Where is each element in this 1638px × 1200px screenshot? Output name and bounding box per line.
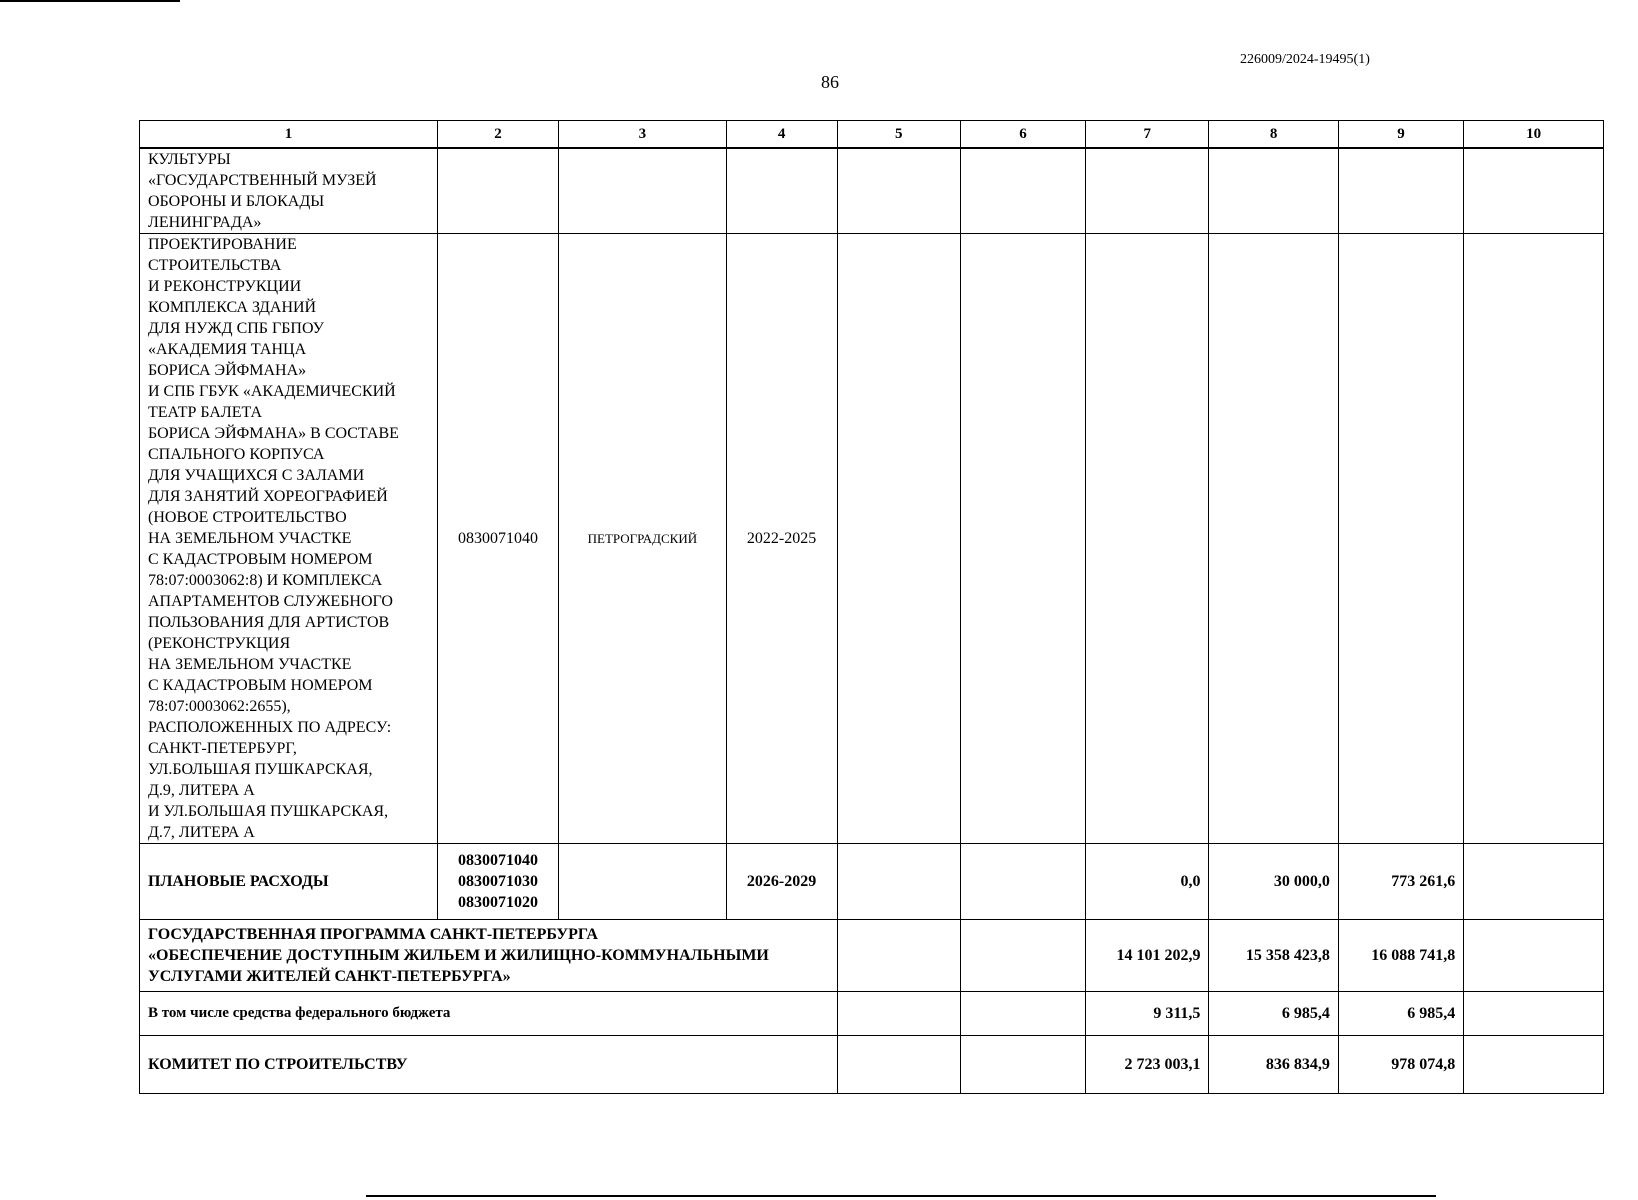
table-row-federal [140,992,1604,1036]
top-rule [0,0,180,2]
row-planned-col9: 773 261,6 [1338,844,1463,920]
table-row-planned [140,844,1604,920]
row-program-col8: 15 358 423,8 [1209,920,1338,992]
row-federal-col9: 6 985,4 [1338,992,1463,1036]
budget-table [139,120,1604,1094]
column-header: 3 [559,121,726,149]
row-program-col7: 14 101 202,9 [1086,920,1209,992]
row-program-col9: 16 088 741,8 [1338,920,1463,992]
column-header: 6 [960,121,1085,149]
column-header: 5 [837,121,960,149]
table-row-committee [140,1036,1604,1094]
row-committee-col8: 836 834,9 [1209,1036,1338,1094]
row-federal-col7: 9 311,5 [1086,992,1209,1036]
row-project-period: 2022-2025 [726,234,837,844]
row-planned-name: ПЛАНОВЫЕ РАСХОДЫ [140,844,438,920]
table-header-row [140,121,1604,149]
column-header: 4 [726,121,837,149]
row-program-name: ГОСУДАРСТВЕННАЯ ПРОГРАММА САНКТ-ПЕТЕРБУРГА «ОБЕСПЕЧЕНИЕ ДОСТУПНЫМ ЖИЛЬЕМ И ЖИЛИЩНО-КОММУНАЛЬНЫМИ УСЛУГАМИ ЖИТЕЛЕЙ САНКТ-ПЕТЕРБУРГА» [140,920,838,992]
row-committee-name: КОМИТЕТ ПО СТРОИТЕЛЬСТВУ [140,1036,838,1094]
row-planned-col8: 30 000,0 [1209,844,1338,920]
row-museum-name: КУЛЬТУРЫ «ГОСУДАРСТВЕННЫЙ МУЗЕЙ ОБОРОНЫ И БЛОКАДЫ ЛЕНИНГРАДА» [140,148,438,234]
bottom-rule [366,1195,1436,1197]
column-header: 9 [1338,121,1463,149]
row-federal-col8: 6 985,4 [1209,992,1338,1036]
column-header: 10 [1464,121,1604,149]
row-planned-period: 2026-2029 [726,844,837,920]
table-row-museum [140,148,1604,234]
page-number: 86 [821,72,839,92]
row-project-code: 0830071040 [437,234,558,844]
document-id: 226009/2024-19495(1) [1240,52,1370,67]
column-header: 2 [437,121,558,149]
row-federal-name: В том числе средства федерального бюджета [140,992,838,1036]
row-committee-col7: 2 723 003,1 [1086,1036,1209,1094]
table-row-project [140,234,1604,844]
row-planned-codes: 0830071040 0830071030 0830071020 [437,844,558,920]
row-project-district: ПЕТРОГРАДСКИЙ [559,234,726,844]
row-committee-col9: 978 074,8 [1338,1036,1463,1094]
column-header: 8 [1209,121,1338,149]
column-header: 7 [1086,121,1209,149]
row-project-name: ПРОЕКТИРОВАНИЕ СТРОИТЕЛЬСТВА И РЕКОНСТРУКЦИИ КОМПЛЕКСА ЗДАНИЙ ДЛЯ НУЖД СПБ ГБПОУ «АКАДЕМИЯ ТАНЦА БОРИСА ЭЙФМАНА» И СПБ ГБУК «АКАДЕМИЧЕСКИЙ ТЕАТР БАЛЕТА БОРИСА ЭЙФМАНА» В СОСТАВЕ СПАЛЬНОГО КОРПУСА ДЛЯ УЧАЩИХСЯ С ЗАЛАМИ ДЛЯ ЗАНЯТИЙ ХОРЕОГРАФИЕЙ (НОВОЕ СТРОИТЕЛЬСТВО НА ЗЕМЕЛЬНОМ УЧАСТКЕ С КАДАСТРОВЫМ НОМЕРОМ 78:07:0003062:8) И КОМПЛЕКСА АПАРТАМЕНТОВ СЛУЖЕБНОГО ПОЛЬЗОВАНИЯ ДЛЯ АРТИСТОВ (РЕКОНСТРУКЦИЯ НА ЗЕМЕЛЬНОМ УЧАСТКЕ С КАДАСТРОВЫМ НОМЕРОМ 78:07:0003062:2655), РАСПОЛОЖЕННЫХ ПО АДРЕСУ: САНКТ-ПЕТЕРБУРГ, УЛ.БОЛЬШАЯ ПУШКАРСКАЯ, Д.9, ЛИТЕРА А И УЛ.БОЛЬШАЯ ПУШКАРСКАЯ, Д.7, ЛИТЕРА А [140,234,438,844]
row-planned-col7: 0,0 [1086,844,1209,920]
table-row-program [140,920,1604,992]
column-header: 1 [140,121,438,149]
